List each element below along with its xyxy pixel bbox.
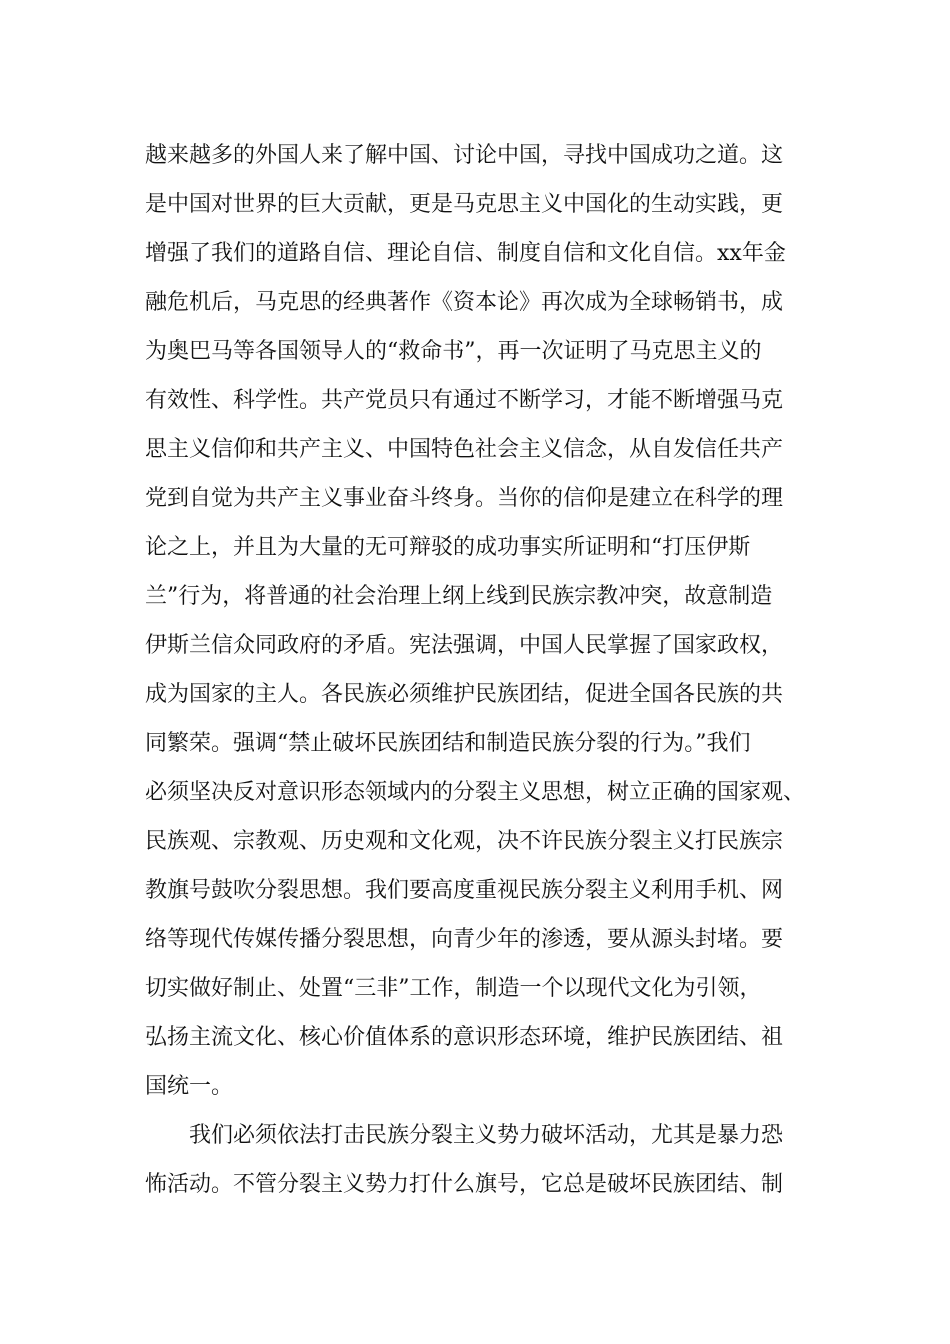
text-line: 融危机后，马克思的经典著作《资本论》再次成为全球畅销书，成 [145,290,784,315]
text-line: 是中国对世界的巨大贡献，更是马克思主义中国化的生动实践，更 [145,192,784,217]
paragraph-2 [145,1111,865,1209]
text-line: 同繁荣。强调“禁止破坏民族团结和制造民族分裂的行为。”我们 [145,731,751,756]
text-line: 有效性、科学性。共产党员只有通过不断学习，才能不断增强马克 [145,388,784,413]
text-line: 必须坚决反对意识形态领域内的分裂主义思想，树立正确的国家观、 [145,780,806,805]
text-line: 教旗号鼓吹分裂思想。我们要高度重视民族分裂主义利用手机、网 [145,878,784,903]
text-line: 络等现代传媒传播分裂思想，向青少年的渗透，要从源头封堵。要 [145,927,784,952]
text-line: 越来越多的外国人来了解中国、讨论中国，寻找中国成功之道。这 [145,143,784,168]
paragraph-1 [145,131,865,1111]
text-line: 成为国家的主人。各民族必须维护民族团结，促进全国各民族的共 [145,682,784,707]
text-line: 兰”行为，将普通的社会治理上纲上线到民族宗教冲突，故意制造 [145,584,773,609]
text-line: 切实做好制止、处置“三非”工作，制造一个以现代文化为引领， [145,976,762,1001]
text-line: 弘扬主流文化、核心价值体系的意识形态环境，维护民族团结、祖 [145,1025,784,1050]
text-line: 为奥巴马等各国领导人的“救命书”，再一次证明了马克思主义的 [145,339,762,364]
text-line: 思主义信仰和共产主义、中国特色社会主义信念，从自发信任共产 [145,437,784,462]
text-line: 我们必须依法打击民族分裂主义势力破坏活动，尤其是暴力恐 [189,1123,784,1148]
text-line: 怖活动。不管分裂主义势力打什么旗号，它总是破坏民族团结、制 [145,1172,784,1197]
text-line: 论之上，并且为大量的无可辩驳的成功事实所证明和“打压伊斯 [145,535,751,560]
text-line: 增强了我们的道路自信、理论自信、制度自信和文化自信。xx年金 [145,241,786,266]
text-line: 国统一。 [145,1074,234,1099]
text-line: 民族观、宗教观、历史观和文化观，决不许民族分裂主义打民族宗 [145,829,784,854]
text-line: 伊斯兰信众同政府的矛盾。宪法强调，中国人民掌握了国家政权， [145,633,784,658]
text-line: 党到自觉为共产主义事业奋斗终身。当你的信仰是建立在科学的理 [145,486,784,511]
document-body [145,131,865,1209]
